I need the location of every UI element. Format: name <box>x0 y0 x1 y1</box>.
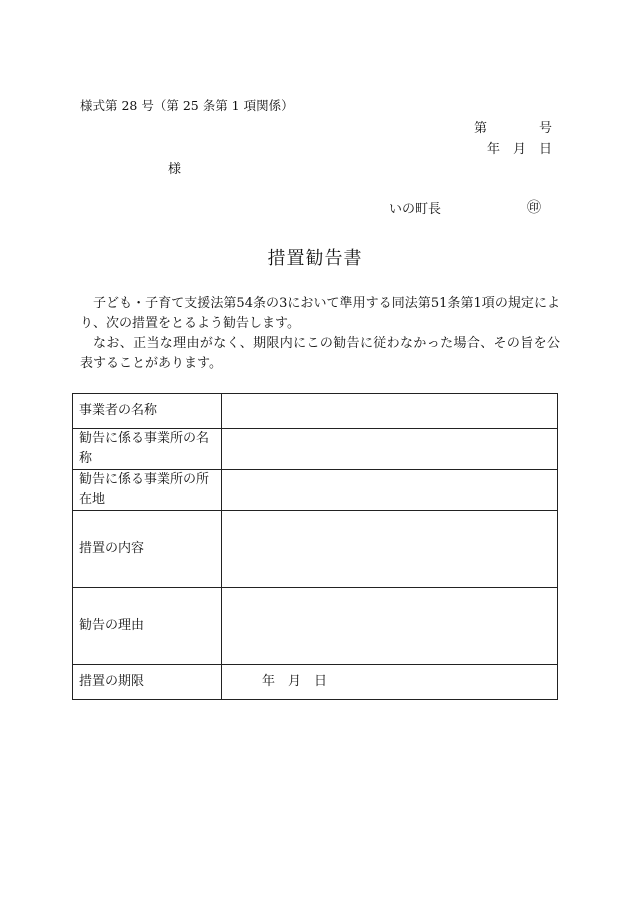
row-value-office-address[interactable] <box>222 470 558 511</box>
addressee-suffix: 様 <box>168 162 182 177</box>
body-paragraph-1: 子ども・子育て支援法第54条の3において準用する同法第51条第1項の規定により、次の措置をとるよう勧告します。 <box>80 296 560 331</box>
date-line: 年 月 日 <box>486 142 552 157</box>
row-label-measure-content: 措置の内容 <box>73 511 222 588</box>
row-value-reason[interactable] <box>222 588 558 665</box>
table-row <box>73 394 558 429</box>
table-row <box>73 588 558 665</box>
row-label-office-address: 勧告に係る事業所の所在地 <box>73 470 222 511</box>
document-number-line: 第 号 <box>473 121 552 136</box>
recommendation-table <box>72 393 558 700</box>
row-label-business-name: 事業者の名称 <box>73 394 222 429</box>
row-value-office-name[interactable] <box>222 429 558 470</box>
table-row <box>73 665 558 700</box>
row-value-business-name[interactable] <box>222 394 558 429</box>
seal-mark: ㊞ <box>527 200 541 216</box>
form-number: 様式第 28 号（第 25 条第 1 項関係） <box>80 98 294 113</box>
body-paragraph-2: なお、正当な理由がなく、期限内にこの勧告に従わなかった場合、その旨を公表することがあります。 <box>80 336 560 371</box>
row-label-deadline: 措置の期限 <box>73 665 222 700</box>
table-row <box>73 429 558 470</box>
issuer-name: いの町長 <box>389 202 442 217</box>
row-value-deadline[interactable]: 年 月 日 <box>222 665 558 700</box>
body-text <box>80 294 560 374</box>
row-label-reason: 勧告の理由 <box>73 588 222 665</box>
table-row <box>73 511 558 588</box>
document-title: 措置勧告書 <box>267 248 363 269</box>
row-value-measure-content[interactable] <box>222 511 558 588</box>
row-label-office-name: 勧告に係る事業所の名称 <box>73 429 222 470</box>
table-row <box>73 470 558 511</box>
